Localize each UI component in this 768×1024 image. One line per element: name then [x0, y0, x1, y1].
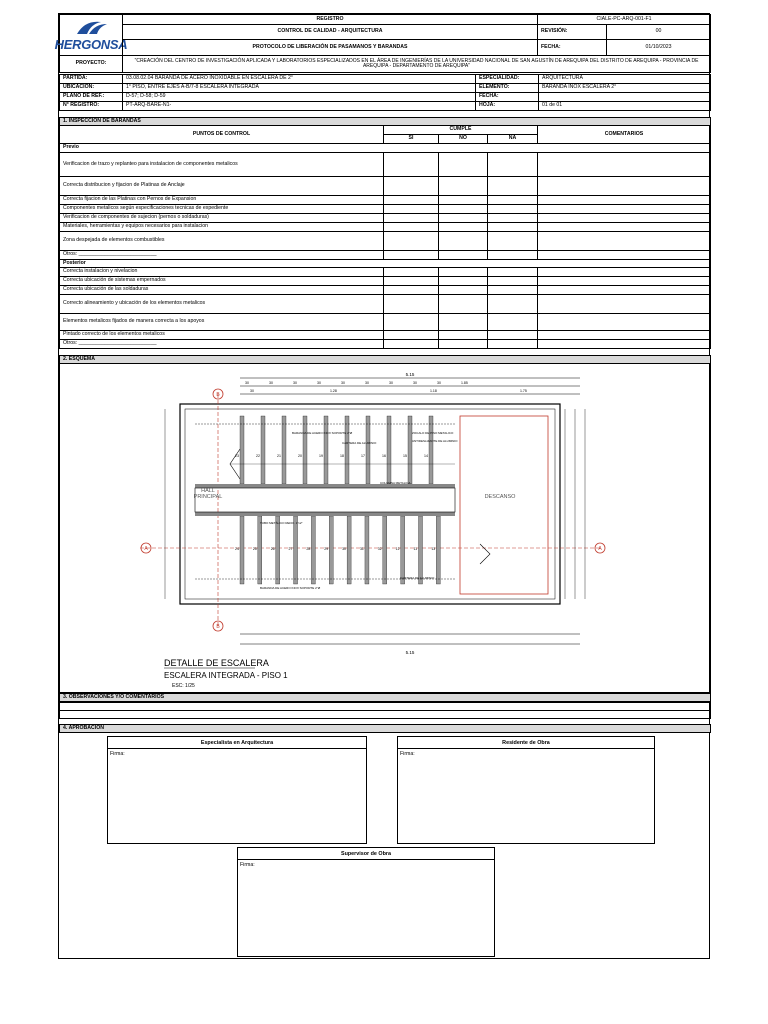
step-number-bottom: 24: [235, 547, 239, 551]
step-number-top: 19: [319, 454, 323, 458]
top-dim-label-2: 1.18: [430, 389, 437, 393]
tread-top: [366, 416, 370, 484]
previo-item-4: Verificacion de componentes de sujecion (pernos o soldaduras): [59, 213, 384, 223]
firma-label-residente: Firma:: [400, 751, 415, 757]
posterior-item-4: Elementos metalicos fijados de manera correcta a los apoyos: [59, 313, 384, 331]
tread-top: [240, 416, 244, 484]
hall-label-2: PRINCIPAL: [193, 494, 223, 500]
col-cumple: CUMPLE: [383, 125, 538, 135]
revision-label: REVISIÓN:: [537, 24, 607, 40]
axis-b-bottom: B: [216, 624, 220, 630]
posterior-item-1: Correcta ubicación de sistemas empernados: [59, 276, 384, 286]
tread-bottom: [276, 516, 280, 584]
previo-check-na-1[interactable]: [487, 176, 538, 196]
col-puntos: PUNTOS DE CONTROL: [59, 125, 384, 144]
top-dim-label-2: 1.75: [520, 389, 527, 393]
nregistro-value: PT-ARQ-BARE-N1-: [122, 101, 476, 111]
tread-bottom: [401, 516, 405, 584]
step-number-bottom: 25: [252, 547, 257, 551]
top-dim-label-2: 30: [250, 389, 254, 393]
signature-box-especialista[interactable]: [107, 736, 367, 844]
tread-bottom: [294, 516, 298, 584]
annot-6: TUBO METÁLICO REDO. 1"x2": [260, 521, 303, 525]
col-comentarios: COMENTARIOS: [537, 125, 711, 144]
document-frame: [54, 13, 710, 959]
previo-check-no-6[interactable]: [438, 231, 488, 251]
step-number-bottom: 27: [288, 547, 293, 551]
posterior-check-na-4[interactable]: [487, 313, 538, 331]
posterior-check-si-4[interactable]: [383, 313, 439, 331]
ubicacion-value: 1° PISO, ENTRE EJES A-B/7-8 ESCALERA INTEGRADA: [122, 83, 476, 93]
posterior-check-na-3[interactable]: [487, 294, 538, 314]
plano-label: PLANO DE REF.:: [59, 92, 123, 102]
posterior-check-na-6[interactable]: [487, 339, 538, 349]
top-dim-label: 30: [293, 381, 297, 385]
elemento-value: BARANDA INOX ESCALERA 2°: [538, 83, 711, 93]
posterior-check-no-4[interactable]: [438, 313, 488, 331]
signature-box-supervisor[interactable]: [237, 847, 495, 957]
previo-check-no-0[interactable]: [438, 152, 488, 177]
signature-title-residente: Residente de Obra: [398, 737, 654, 749]
hall-label-1: HALL: [201, 488, 215, 494]
tread-bottom: [436, 516, 440, 584]
posterior-check-no-3[interactable]: [438, 294, 488, 314]
annot-7: BARANDA DE ACERO INOX SOPORTE 2"Ø: [260, 586, 321, 590]
tread-bottom: [419, 516, 423, 584]
axis-a-right: A: [598, 546, 602, 552]
posterior-item-0: Correcta instalacion y nivelacion: [59, 267, 384, 277]
posterior-item-6: Otros: ___________________________: [59, 339, 384, 349]
step-number-bottom: 28: [306, 547, 311, 551]
posterior-check-si-6[interactable]: [383, 339, 439, 349]
registro-code: CIALE-PC-ARQ-001-F1: [537, 14, 711, 25]
drawing-scale: ESC: 1/25: [172, 683, 195, 689]
previo-comment-cell-6[interactable]: [537, 231, 711, 251]
step-number-top: 22: [256, 454, 260, 458]
revision-value: 00: [606, 24, 711, 40]
previo-check-na-0[interactable]: [487, 152, 538, 177]
top-dim-label: 1.85: [461, 381, 468, 385]
previo-header: Previo: [59, 143, 711, 153]
drawing-title: DETALLE DE ESCALERA: [164, 658, 269, 668]
signature-title-supervisor: Supervisor de Obra: [238, 848, 494, 860]
plano-value: D-57; D-58; D-59: [122, 92, 476, 102]
project-label: PROYECTO:: [59, 55, 123, 73]
especialidad-value: ARQUITECTURA: [538, 74, 711, 84]
top-dim-label-2: 1.28: [330, 389, 337, 393]
posterior-comment-cell-3[interactable]: [537, 294, 711, 314]
step-number-bottom: 13: [431, 547, 436, 551]
step-number-top: 18: [340, 454, 344, 458]
annot-3: ZOCALO DE PISO METALICO: [412, 431, 454, 435]
tread-top: [303, 416, 307, 484]
step-number-bottom: 31: [359, 547, 364, 551]
tread-bottom: [311, 516, 315, 584]
previo-item-6: Zona despejada de elementos combustibles: [59, 231, 384, 251]
step-number-top: 14: [424, 454, 428, 458]
tread-bottom: [365, 516, 369, 584]
tread-top: [429, 416, 433, 484]
col-si: SI: [383, 134, 439, 144]
hoja-value: 01 de 01: [538, 101, 711, 111]
previo-check-si-1[interactable]: [383, 176, 439, 196]
tread-top: [345, 416, 349, 484]
annot-5: COLUMNA METALICA: [380, 481, 411, 485]
posterior-comment-cell-6[interactable]: [537, 339, 711, 349]
step-number-top: 23: [235, 454, 239, 458]
annot-4: ANTIDESLIZANTE DE ALUMINIO: [412, 439, 458, 443]
tread-bottom: [329, 516, 333, 584]
previo-item-0: Verificacion de trazo y replanteo para instalacion de componentes metalicos: [59, 152, 384, 177]
tread-bottom: [240, 516, 244, 584]
tread-top: [282, 416, 286, 484]
posterior-comment-cell-4[interactable]: [537, 313, 711, 331]
descanso-label: DESCANSO: [484, 494, 516, 500]
signature-box-residente[interactable]: [397, 736, 655, 844]
partida-label: PARTIDA:: [59, 74, 123, 84]
especialidad-label: ESPECIALIDAD:: [475, 74, 539, 84]
posterior-item-5: Pintado correcto de los elementos metalicos: [59, 330, 384, 340]
top-dim-label: 30: [269, 381, 273, 385]
step-number-top: 20: [298, 454, 302, 458]
section-approval-title: 4. APROBACIÓN: [59, 724, 711, 733]
tread-bottom: [258, 516, 262, 584]
drawing-subtitle: ESCALERA INTEGRADA - PISO 1: [164, 671, 288, 680]
info-fecha-label: FECHA:: [475, 92, 539, 102]
signature-title-especialista: Especialista en Arquitectura: [108, 737, 366, 749]
axis-b-top: B: [216, 392, 220, 398]
top-dim-label: 30: [413, 381, 417, 385]
section-inspection-title: 1. INSPECCIÓN DE BARANDAS: [59, 117, 711, 126]
observations-line-2[interactable]: [59, 710, 711, 719]
fecha-label: FECHA:: [537, 39, 607, 56]
logo-mark-icon: [71, 18, 111, 38]
previo-check-na-6[interactable]: [487, 231, 538, 251]
tread-bottom: [347, 516, 351, 584]
fecha-value: 01/10/2023: [606, 39, 711, 56]
posterior-header: Posterior: [59, 259, 711, 268]
top-dim-label: 30: [317, 381, 321, 385]
col-no: NO: [438, 134, 488, 144]
tread-top: [324, 416, 328, 484]
control-label: CONTROL DE CALIDAD - ARQUITECTURA: [122, 24, 538, 40]
tread-top: [408, 416, 412, 484]
axis-a-left: A: [144, 546, 148, 552]
top-dim-label: 30: [245, 381, 249, 385]
previo-item-5: Materiales, herramientas y equipos necesarios para instalacion: [59, 222, 384, 232]
previo-item-7: Otros: ___________________________: [59, 250, 384, 260]
annot-1: BARANDA DE ACERO INOX SOPORTE 2"Ø: [292, 431, 353, 435]
step-number-bottom: 11: [413, 547, 418, 551]
stair-drawing: [60, 364, 710, 692]
step-number-bottom: 30: [342, 547, 347, 551]
total-dim-bottom: 5.15: [405, 650, 415, 655]
previo-check-si-0[interactable]: [383, 152, 439, 177]
previo-check-si-6[interactable]: [383, 231, 439, 251]
annot-8: CARTERA DE ALUMINIO: [400, 576, 435, 580]
posterior-check-si-3[interactable]: [383, 294, 439, 314]
section-schema-title: 2. ESQUEMA: [59, 355, 711, 364]
annot-2: CARTERA DE ALUMINIO: [342, 441, 377, 445]
previo-item-2: Correcta fijacion de las Platinas con Pernos de Expansion: [59, 195, 384, 205]
tread-top: [387, 416, 391, 484]
project-value: "CREACIÓN DEL CENTRO DE INVESTIGACIÓN APLICADA Y LABORATORIOS ESPECIALIZADOS EN EL ÁREA DE INGENIERÍAS DE LA UNIVERSIDAD NACIONAL DE SAN AGUSTÍN DE AREQUIPA DEL DISTRITO DE AREQUIPA - PROVINCIA DE AREQUIPA - DEPARTAMENTO DE AREQUIPA": [122, 55, 711, 73]
step-number-top: 16: [382, 454, 386, 458]
posterior-item-2: Correcta ubicación de las soldaduras: [59, 285, 384, 295]
registro-label: REGISTRO: [122, 14, 538, 25]
tread-bottom: [383, 516, 387, 584]
top-dim-label: 30: [365, 381, 369, 385]
previo-check-no-1[interactable]: [438, 176, 488, 196]
company-name: HERGONSA: [54, 36, 128, 52]
protocol-title: PROTOCOLO DE LIBERACIÓN DE PASAMANOS Y BARANDAS: [122, 39, 538, 56]
total-dim-top: 5.15: [405, 372, 415, 377]
posterior-check-no-6[interactable]: [438, 339, 488, 349]
tread-top: [261, 416, 265, 484]
step-number-bottom: 29: [324, 547, 329, 551]
nregistro-label: N° REGISTRO:: [59, 101, 123, 111]
step-number-bottom: 32: [377, 547, 382, 551]
top-dim-label: 30: [437, 381, 441, 385]
partida-value: 03.08.02.04 BARANDA DE ACERO INOXIDABLE EN ESCALERA DE 2°: [122, 74, 476, 84]
section-observations-title: 3. OBSERVACIONES Y/O COMENTARIOS: [59, 693, 711, 702]
firma-label-supervisor: Firma:: [240, 862, 255, 868]
top-dim-label: 30: [341, 381, 345, 385]
step-number-bottom: 12: [395, 547, 400, 551]
schema-area: [59, 363, 711, 693]
step-number-top: 17: [361, 454, 365, 458]
previo-item-3: Componentes metalicos según especificaciones tecnicas de expediente: [59, 204, 384, 214]
step-number-top: 21: [277, 454, 281, 458]
previo-item-1: Correcta distribucion y fijacion de Platinas de Anclaje: [59, 176, 384, 196]
top-dim-label: 30: [389, 381, 393, 385]
step-number-bottom: 26: [270, 547, 275, 551]
previo-comment-cell-1[interactable]: [537, 176, 711, 196]
elemento-label: ELEMENTO:: [475, 83, 539, 93]
col-na: NA: [487, 134, 538, 144]
step-number-top: 15: [403, 454, 407, 458]
firma-label-especialista: Firma:: [110, 751, 125, 757]
ubicacion-label: UBICACIÓN:: [59, 83, 123, 93]
hoja-label: HOJA:: [475, 101, 539, 111]
posterior-item-3: Correcto alineamiento y ubicación de los elementos metalicos: [59, 294, 384, 314]
company-logo: [54, 14, 128, 56]
previo-comment-cell-0[interactable]: [537, 152, 711, 177]
